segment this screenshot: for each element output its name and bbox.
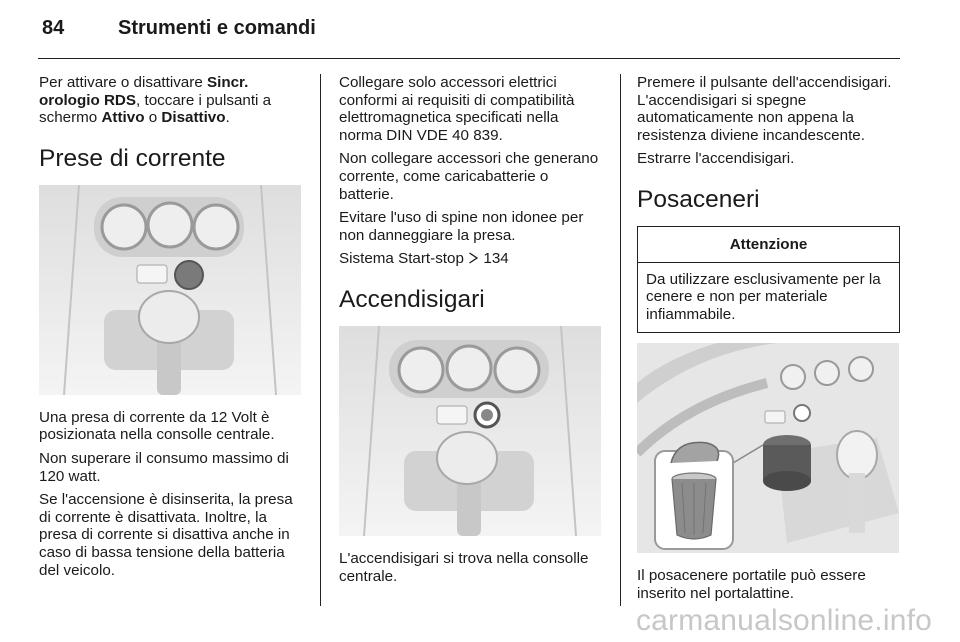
page-reference-number[interactable]: 134 (483, 250, 509, 268)
paragraph-max-power: Non superare il consumo massimo di 120 watt. (39, 449, 289, 485)
column-2 (339, 74, 604, 591)
paragraph-outlet-location: Una presa di corrente da 12 Volt è posizionata nella consolle centrale. (39, 408, 275, 444)
warning-text: Da utilizzare esclusivamente per la cenere e non per materiale infiammabile. (646, 270, 881, 323)
text: Sistema Start-stop (339, 250, 469, 268)
ashtray-illustration (637, 343, 899, 553)
page-header-title: Strumenti e comandi (118, 17, 316, 39)
paragraph-no-current-generators: Non collegare accessori che generano corrente, come caricabatterie o batterie. (339, 150, 599, 203)
column-1 (39, 74, 304, 585)
paragraph-lighter-remove: Estrarre l'accendisigari. (637, 150, 795, 168)
column-divider-1 (320, 74, 321, 606)
attivo-label: Attivo (101, 109, 145, 127)
page-number: 84 (42, 17, 65, 39)
paragraph-lighter-press: Premere il pulsante dell'accendisigari. L'accendisigari si spegne automaticamente non appena la resistenza diviene incandescente. (637, 74, 892, 144)
rds-clock-instruction (39, 74, 304, 127)
paragraph-compatible-accessories: Collegare solo accessori elettrici conformi ai requisiti di compatibilità elettromagnetica specificati nella norma DIN VDE 40 839. (339, 74, 575, 144)
column-divider-2 (620, 74, 621, 606)
warning-box (637, 226, 900, 333)
paragraph-outlet-deactivation: Se l'accensione è disinserita, la presa di corrente è disattivata. Inoltre, la presa di corrente si disattiva anche in caso di bassa tensione della batteria del veicolo. (39, 491, 293, 579)
warning-title: Attenzione (638, 227, 899, 263)
watermark: carmanualsonline.info (635, 604, 932, 637)
rds-clock-label: Sincr. orologio RDS (39, 74, 249, 109)
disattivo-label: Disattivo (161, 109, 226, 127)
cigarette-lighter-illustration (339, 326, 601, 536)
paragraph-portable-ashtray: Il posacenere portatile può essere inserito nel portalattine. (637, 567, 866, 602)
heading-posaceneri: Posaceneri (637, 185, 760, 213)
text: o (144, 109, 162, 127)
text: , toccare i pulsanti a schermo (39, 91, 272, 127)
paragraph-lighter-location: L'accendisigari si trova nella consolle centrale. (339, 549, 589, 585)
paragraph-start-stop-ref (339, 250, 604, 268)
heading-prese-di-corrente: Prese di corrente (39, 144, 226, 172)
column-3 (637, 74, 902, 609)
page-reference-arrow-icon (468, 250, 479, 267)
text: Per attivare o disattivare (39, 74, 207, 91)
text: . (225, 109, 230, 127)
paragraph-plug-warning: Evitare l'uso di spine non idonee per non danneggiare la presa. (339, 209, 584, 244)
heading-accendisigari: Accendisigari (339, 285, 485, 313)
header-rule (38, 58, 900, 59)
power-outlet-illustration (39, 185, 301, 395)
